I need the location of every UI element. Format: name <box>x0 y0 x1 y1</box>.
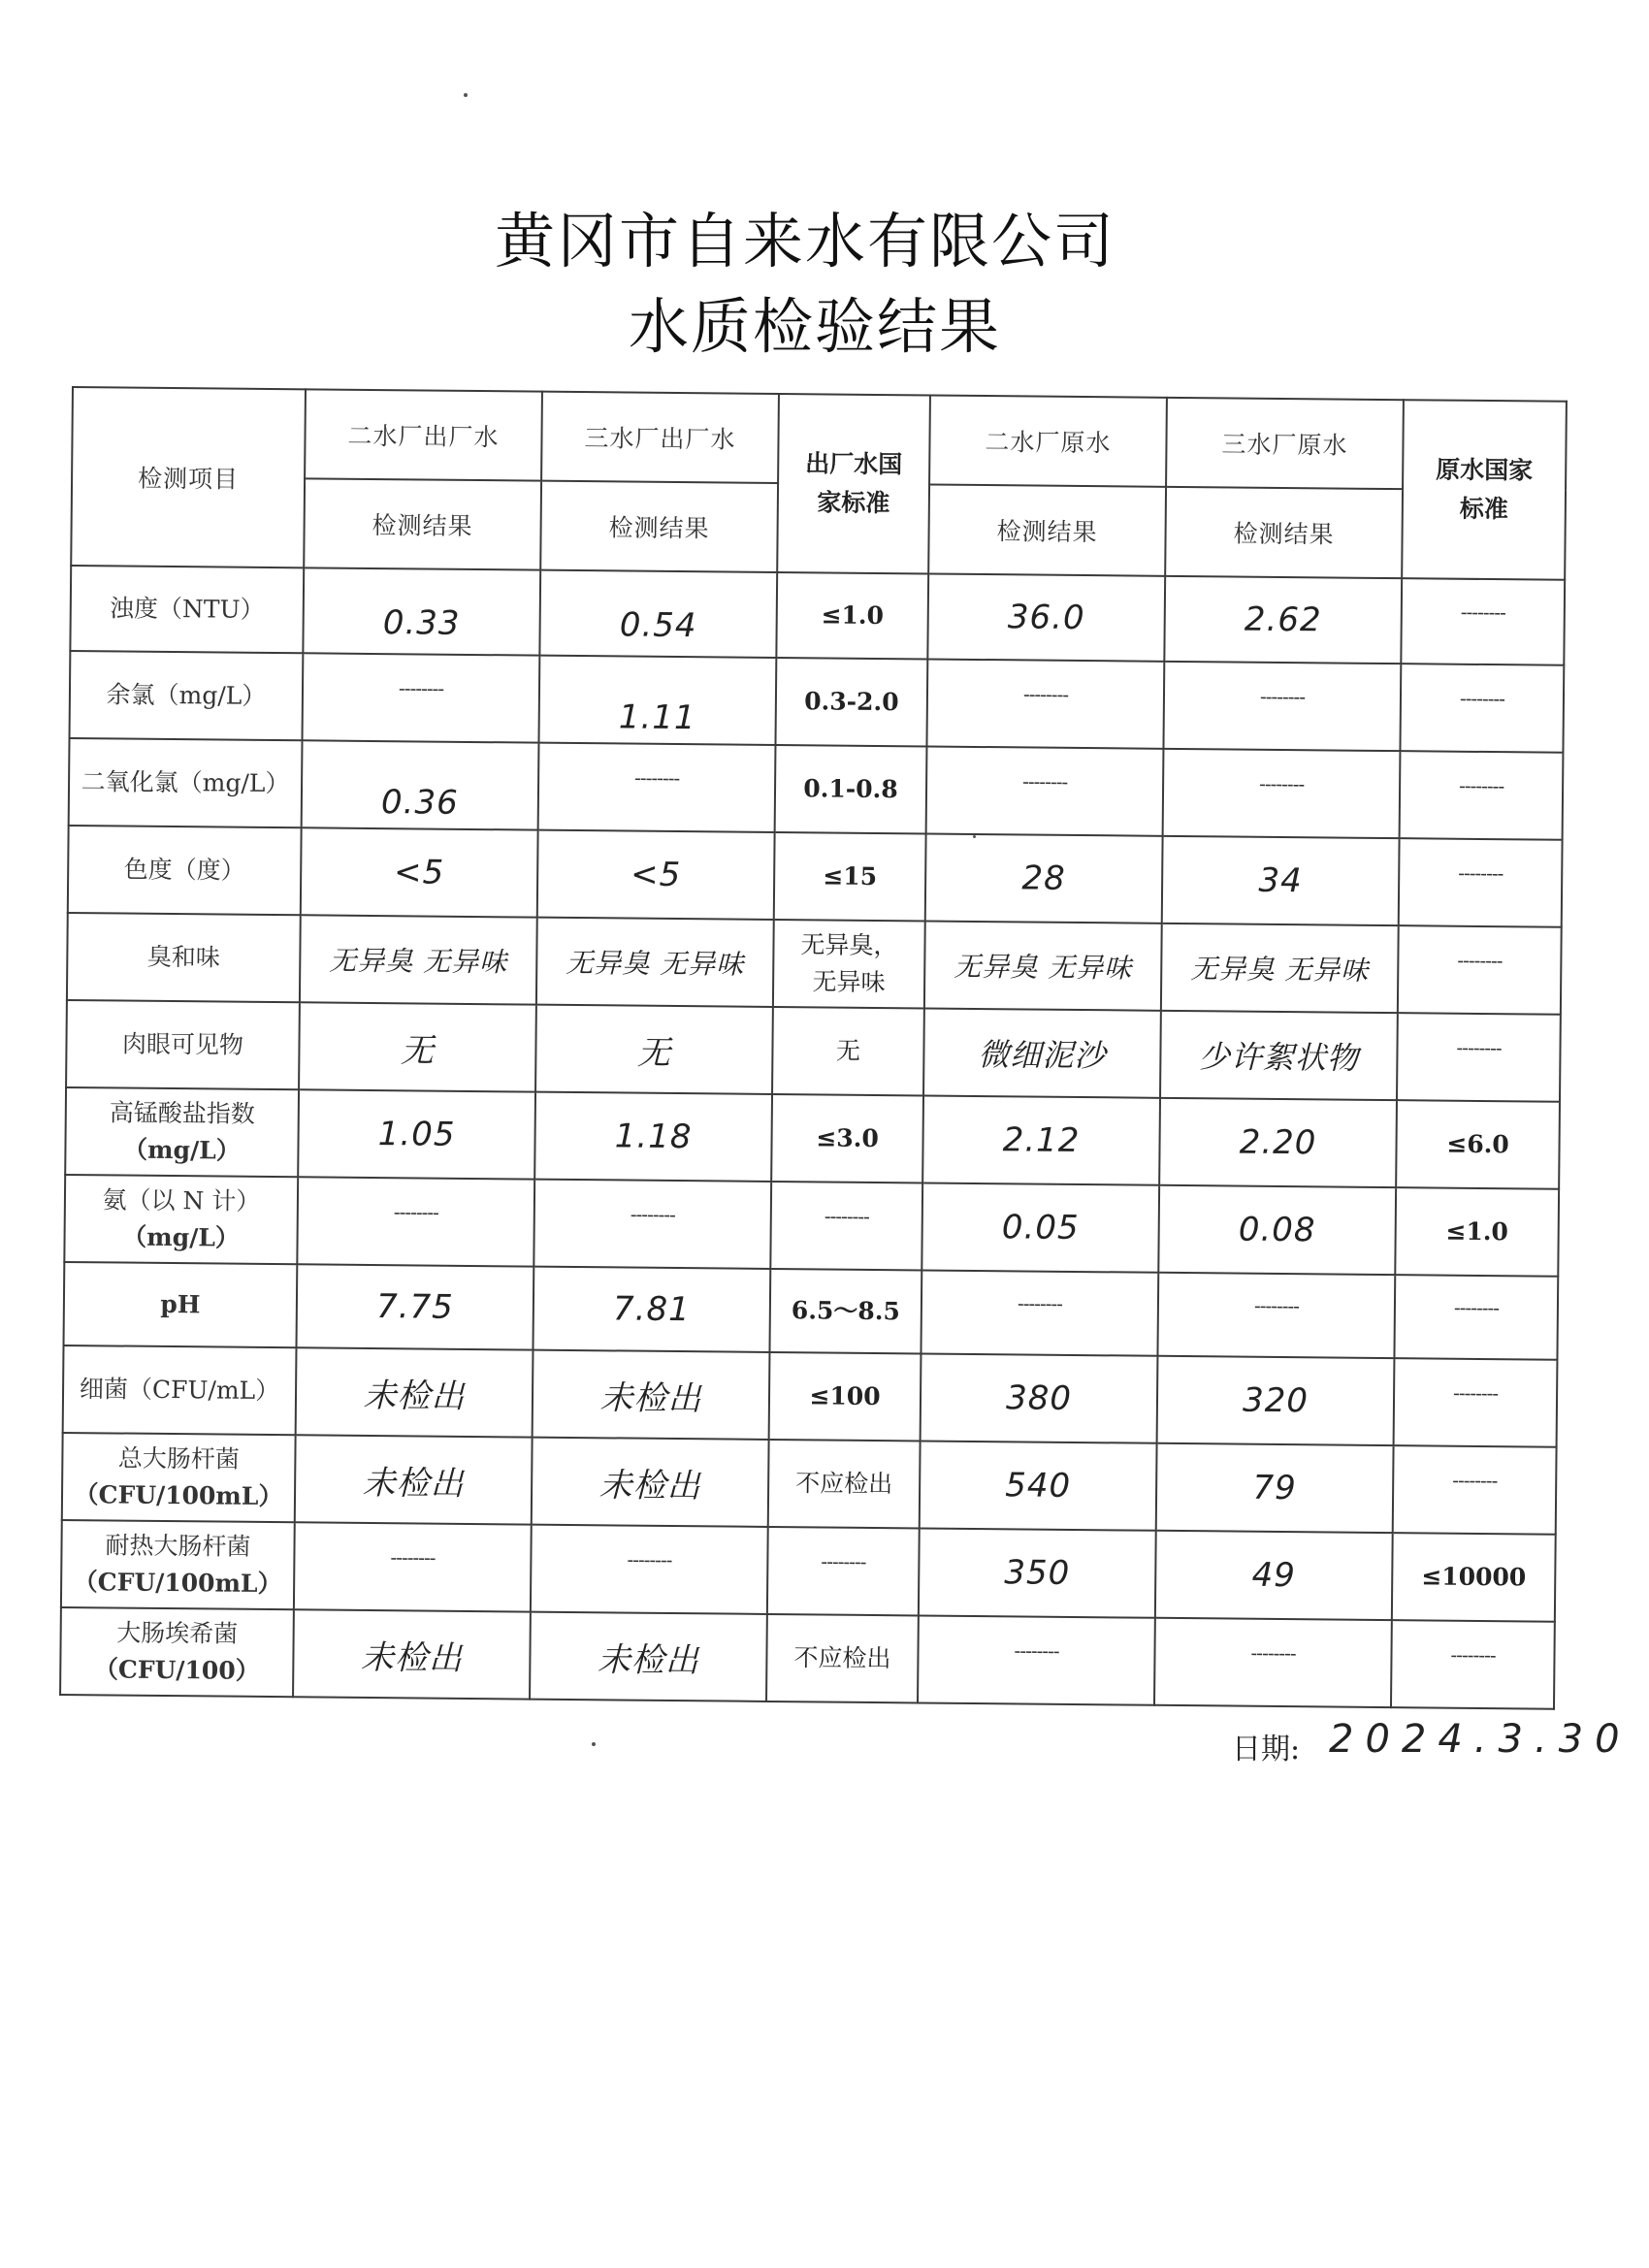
row-item-unit: （CFU/100mL） <box>73 1568 282 1599</box>
handwritten-value: 36.0 <box>1007 598 1085 638</box>
cell-plant2-outflow <box>297 1177 534 1266</box>
row-item: 色度（度） <box>68 826 302 915</box>
page-title <box>0 199 1649 370</box>
cell-plant2-raw <box>923 1008 1161 1097</box>
cell-plant3-outflow <box>539 570 777 658</box>
row-item-label: pH <box>160 1289 201 1319</box>
cell-plant2-outflow <box>303 567 540 655</box>
scan-speck <box>973 835 976 838</box>
cell-plant3-outflow <box>538 743 776 832</box>
cell-outflow-standard: 无 <box>772 1007 924 1095</box>
cell-plant3-raw <box>1162 836 1400 925</box>
cell-plant3-raw <box>1154 1618 1392 1707</box>
dash-placeholder: -------- <box>1250 1640 1296 1666</box>
row-item <box>62 1433 296 1522</box>
cell-plant2-raw <box>926 746 1164 835</box>
cell-outflow-standard: 不应检出 <box>768 1440 921 1528</box>
handwritten-value: 无异臭 无异味 <box>566 946 745 981</box>
header-plant2-outflow-result: 检测结果 <box>304 478 541 569</box>
table-row <box>69 738 1564 840</box>
handwritten-value: 未检出 <box>360 1637 464 1678</box>
cell-plant3-outflow <box>538 656 776 745</box>
cell-raw-standard <box>1393 1445 1557 1535</box>
row-item: 二氧化氯（mg/L） <box>69 738 303 827</box>
cell-plant2-raw <box>919 1528 1156 1617</box>
cell-outflow-standard: 0.1-0.8 <box>775 745 927 833</box>
cell-plant2-raw <box>922 1183 1159 1272</box>
handwritten-value: 未检出 <box>363 1376 466 1416</box>
cell-outflow-standard: ≤15 <box>774 832 926 921</box>
header-outflow-standard <box>777 394 930 573</box>
header-plant3-raw-result: 检测结果 <box>1165 487 1403 578</box>
cell-plant2-outflow <box>303 653 540 742</box>
cell-raw-standard: ≤6.0 <box>1396 1100 1560 1189</box>
header-row-1 <box>72 387 1567 491</box>
cell-plant3-outflow <box>532 1438 769 1527</box>
handwritten-value: 2.20 <box>1239 1122 1317 1163</box>
cell-plant2-outflow <box>302 740 539 829</box>
cell-plant3-raw <box>1164 576 1402 664</box>
cell-raw-standard <box>1397 1013 1561 1102</box>
table-row <box>70 651 1565 753</box>
cell-plant3-raw <box>1157 1273 1395 1358</box>
handwritten-value: 1.05 <box>377 1115 456 1154</box>
handwritten-value: 2.12 <box>1002 1120 1081 1161</box>
cell-plant2-raw <box>922 1095 1160 1184</box>
row-item-unit: （CFU/100mL） <box>74 1480 283 1511</box>
dash-placeholder: -------- <box>393 1200 438 1224</box>
dash-placeholder: -------- <box>1452 1380 1499 1406</box>
cell-plant2-outflow <box>296 1264 534 1349</box>
row-item-line2 <box>65 1651 288 1690</box>
table-row <box>64 1175 1559 1277</box>
header-plant3-outflow: 三水厂出厂水 <box>541 392 779 483</box>
cell-plant3-outflow <box>533 1267 770 1352</box>
cell-raw-standard <box>1400 664 1564 753</box>
table-row <box>67 913 1562 1015</box>
cell-raw-standard <box>1391 1620 1555 1709</box>
cell-raw-standard <box>1398 925 1562 1015</box>
dash-placeholder: -------- <box>824 1204 869 1228</box>
dash-placeholder: -------- <box>1452 1468 1498 1493</box>
date-value: 2024.3.30 <box>1329 1717 1632 1762</box>
date-label: 日期: <box>1232 1733 1301 1766</box>
header-raw-standard-line1: 原水国家 <box>1436 455 1534 485</box>
header-raw-standard <box>1402 400 1567 580</box>
cell-plant3-outflow <box>533 1350 770 1440</box>
cell-plant3-raw <box>1163 749 1401 838</box>
row-item-line2 <box>67 1476 290 1515</box>
cell-plant2-raw <box>924 921 1162 1010</box>
handwritten-value: 1.18 <box>614 1117 693 1157</box>
cell-outflow-standard: 不应检出 <box>766 1614 919 1702</box>
cell-outflow-standard <box>767 1527 920 1615</box>
cell-plant3-raw <box>1156 1443 1394 1533</box>
cell-plant3-outflow <box>535 1005 773 1094</box>
standard-line2: 无异味 <box>812 967 886 997</box>
header-plant2-raw: 二水厂原水 <box>929 395 1167 486</box>
cell-plant3-outflow <box>531 1525 768 1614</box>
handwritten-value: 540 <box>1005 1466 1072 1506</box>
handwritten-value: 0.36 <box>380 783 459 823</box>
cell-plant2-outflow <box>295 1435 533 1524</box>
handwritten-value: 未检出 <box>599 1377 702 1418</box>
header-plant2-outflow: 二水厂出厂水 <box>305 389 542 480</box>
handwritten-value: 无异臭 无异味 <box>329 944 508 979</box>
cell-plant3-outflow <box>534 1092 772 1182</box>
dash-placeholder: -------- <box>1258 771 1305 796</box>
table-row <box>70 566 1565 665</box>
cell-outflow-standard: ≤3.0 <box>771 1094 923 1183</box>
cell-plant3-outflow <box>534 1180 771 1269</box>
row-item: 臭和味 <box>67 913 301 1002</box>
row-item-unit: （mg/L） <box>122 1135 241 1165</box>
row-item-unit: （CFU/100） <box>93 1655 260 1685</box>
scan-speck <box>592 1742 596 1746</box>
handwritten-value: 无异臭 无异味 <box>954 950 1133 985</box>
handwritten-value: 无 <box>400 1030 436 1071</box>
handwritten-value: <5 <box>393 853 445 892</box>
dash-placeholder: -------- <box>1457 948 1503 973</box>
dash-placeholder: -------- <box>1014 1638 1059 1663</box>
dash-placeholder: -------- <box>1450 1642 1496 1668</box>
handwritten-value: 未检出 <box>362 1463 465 1504</box>
cell-plant3-raw <box>1155 1531 1393 1620</box>
handwritten-value: 380 <box>1005 1378 1073 1418</box>
handwritten-value: 0.54 <box>619 605 697 646</box>
scan-speck <box>464 93 468 97</box>
cell-plant3-raw <box>1157 1356 1395 1445</box>
table-row <box>64 1262 1559 1360</box>
dash-placeholder: -------- <box>1022 682 1069 706</box>
dash-placeholder: -------- <box>630 1202 675 1227</box>
table-row <box>61 1520 1556 1622</box>
cell-raw-standard <box>1401 578 1565 665</box>
cell-plant2-outflow <box>293 1609 531 1699</box>
cell-plant3-outflow <box>530 1612 767 1701</box>
table-row <box>65 1087 1560 1189</box>
dash-placeholder: -------- <box>634 765 680 791</box>
row-item: 细菌（CFU/mL） <box>63 1345 297 1435</box>
header-plant2-raw-result: 检测结果 <box>928 484 1166 575</box>
handwritten-value: 0.33 <box>382 603 461 643</box>
row-item-line1: 大肠埃希菌 <box>116 1618 239 1648</box>
handwritten-value: <5 <box>630 855 682 895</box>
water-quality-table <box>59 386 1568 1710</box>
row-item-line1: 总大肠杆菌 <box>117 1443 241 1474</box>
cell-plant3-raw <box>1160 1011 1398 1100</box>
cell-outflow-standard: 0.3-2.0 <box>775 658 927 746</box>
cell-plant2-raw <box>920 1441 1157 1530</box>
header-item: 检测项目 <box>71 387 306 567</box>
handwritten-value: 2.62 <box>1244 599 1322 640</box>
dash-placeholder: -------- <box>1453 1295 1500 1320</box>
row-item-line2 <box>69 1218 292 1257</box>
cell-plant2-outflow <box>298 1089 535 1179</box>
row-item <box>64 1175 298 1264</box>
cell-plant3-outflow <box>536 918 774 1007</box>
cell-plant2-raw <box>921 1270 1158 1355</box>
dash-placeholder: -------- <box>1259 684 1306 709</box>
handwritten-value: 无异臭 无异味 <box>1190 953 1370 987</box>
handwritten-value: 无 <box>636 1033 672 1073</box>
cell-raw-standard: ≤10000 <box>1392 1533 1556 1622</box>
cell-plant2-outflow <box>299 1002 536 1091</box>
table-row <box>68 826 1563 927</box>
cell-outflow-standard <box>770 1182 922 1270</box>
cell-plant2-outflow <box>301 827 538 917</box>
header-plant3-outflow-result: 检测结果 <box>540 481 778 572</box>
cell-plant3-raw <box>1158 1185 1396 1275</box>
header-raw-standard-line2: 标准 <box>1459 494 1508 524</box>
report-title: 水质检验结果 <box>628 291 1001 362</box>
dash-placeholder: -------- <box>398 676 444 700</box>
cell-plant2-outflow <box>296 1347 534 1437</box>
dash-placeholder: -------- <box>1459 686 1505 711</box>
header-outflow-standard-line2: 家标准 <box>817 488 890 518</box>
cell-plant2-outflow <box>300 915 537 1004</box>
dash-placeholder: -------- <box>1460 599 1505 625</box>
row-item <box>65 1087 299 1177</box>
row-item-line1: 高锰酸盐指数 <box>109 1098 255 1128</box>
handwritten-value: 微细泥沙 <box>978 1036 1107 1075</box>
dash-placeholder: -------- <box>1458 860 1504 886</box>
handwritten-value: 350 <box>1004 1553 1071 1593</box>
dash-placeholder: -------- <box>1021 769 1068 794</box>
table-row <box>60 1607 1555 1709</box>
handwritten-value: 320 <box>1242 1380 1310 1421</box>
handwritten-value: 7.81 <box>612 1289 691 1330</box>
dash-placeholder: -------- <box>821 1549 866 1573</box>
handwritten-value: 0.08 <box>1238 1210 1316 1250</box>
row-item-line2 <box>70 1131 293 1170</box>
cell-outflow-standard <box>773 920 925 1008</box>
dash-placeholder: -------- <box>390 1545 436 1570</box>
row-item-line1: 耐热大肠杆菌 <box>105 1531 251 1561</box>
cell-raw-standard: ≤1.0 <box>1395 1187 1559 1277</box>
cell-plant2-raw <box>927 573 1165 661</box>
cell-plant3-raw <box>1161 923 1399 1013</box>
dash-placeholder: -------- <box>1456 1035 1502 1060</box>
header-outflow-standard-line1: 出厂水国 <box>805 449 903 479</box>
cell-raw-standard <box>1394 1275 1558 1360</box>
handwritten-value: 少许絮状物 <box>1198 1038 1360 1077</box>
row-item-line1: 氨（以 N 计） <box>102 1185 261 1215</box>
cell-plant2-raw <box>921 1353 1158 1442</box>
cell-outflow-standard: ≤1.0 <box>776 572 928 659</box>
cell-plant2-raw <box>926 659 1164 748</box>
dash-placeholder: -------- <box>1253 1293 1300 1318</box>
company-name: 黄冈市自来水有限公司 <box>494 206 1116 276</box>
cell-plant3-outflow <box>537 830 775 920</box>
row-item-line2 <box>66 1564 289 1603</box>
table-row <box>63 1345 1558 1447</box>
handwritten-value: 79 <box>1252 1468 1297 1508</box>
handwritten-value: 49 <box>1251 1555 1297 1596</box>
row-item: 肉眼可见物 <box>66 1000 300 1089</box>
handwritten-value: 未检出 <box>597 1639 700 1680</box>
handwritten-value: 7.75 <box>375 1287 454 1327</box>
cell-raw-standard <box>1399 838 1563 927</box>
row-item <box>61 1520 295 1609</box>
cell-plant3-raw <box>1163 662 1401 751</box>
row-item-unit: （mg/L） <box>122 1222 241 1252</box>
handwritten-value: 0.05 <box>1001 1208 1080 1248</box>
handwritten-value: 28 <box>1021 859 1066 898</box>
row-item <box>60 1607 294 1697</box>
cell-plant3-raw <box>1159 1098 1397 1187</box>
handwritten-value: 34 <box>1258 860 1303 901</box>
cell-plant2-raw <box>918 1615 1155 1704</box>
cell-plant2-outflow <box>294 1522 532 1611</box>
results-sheet <box>59 386 1566 1718</box>
cell-outflow-standard: 6.5～8.5 <box>769 1269 922 1353</box>
cell-raw-standard <box>1400 751 1564 840</box>
dash-placeholder: -------- <box>1458 773 1504 798</box>
standard-line1: 无异臭， <box>800 930 898 960</box>
handwritten-value: 1.11 <box>618 697 696 738</box>
row-item: 浊度（NTU） <box>70 566 304 653</box>
header-plant3-raw: 三水厂原水 <box>1166 398 1404 489</box>
handwritten-value: 未检出 <box>598 1465 701 1506</box>
dash-placeholder: -------- <box>1017 1291 1063 1315</box>
dash-placeholder: -------- <box>627 1547 672 1571</box>
cell-outflow-standard: ≤100 <box>769 1352 922 1441</box>
cell-plant2-raw <box>925 833 1163 923</box>
row-item: 余氯（mg/L） <box>70 651 304 740</box>
cell-raw-standard <box>1394 1358 1558 1447</box>
table-row <box>66 1000 1561 1102</box>
row-item <box>64 1262 298 1347</box>
table-row <box>62 1433 1557 1535</box>
